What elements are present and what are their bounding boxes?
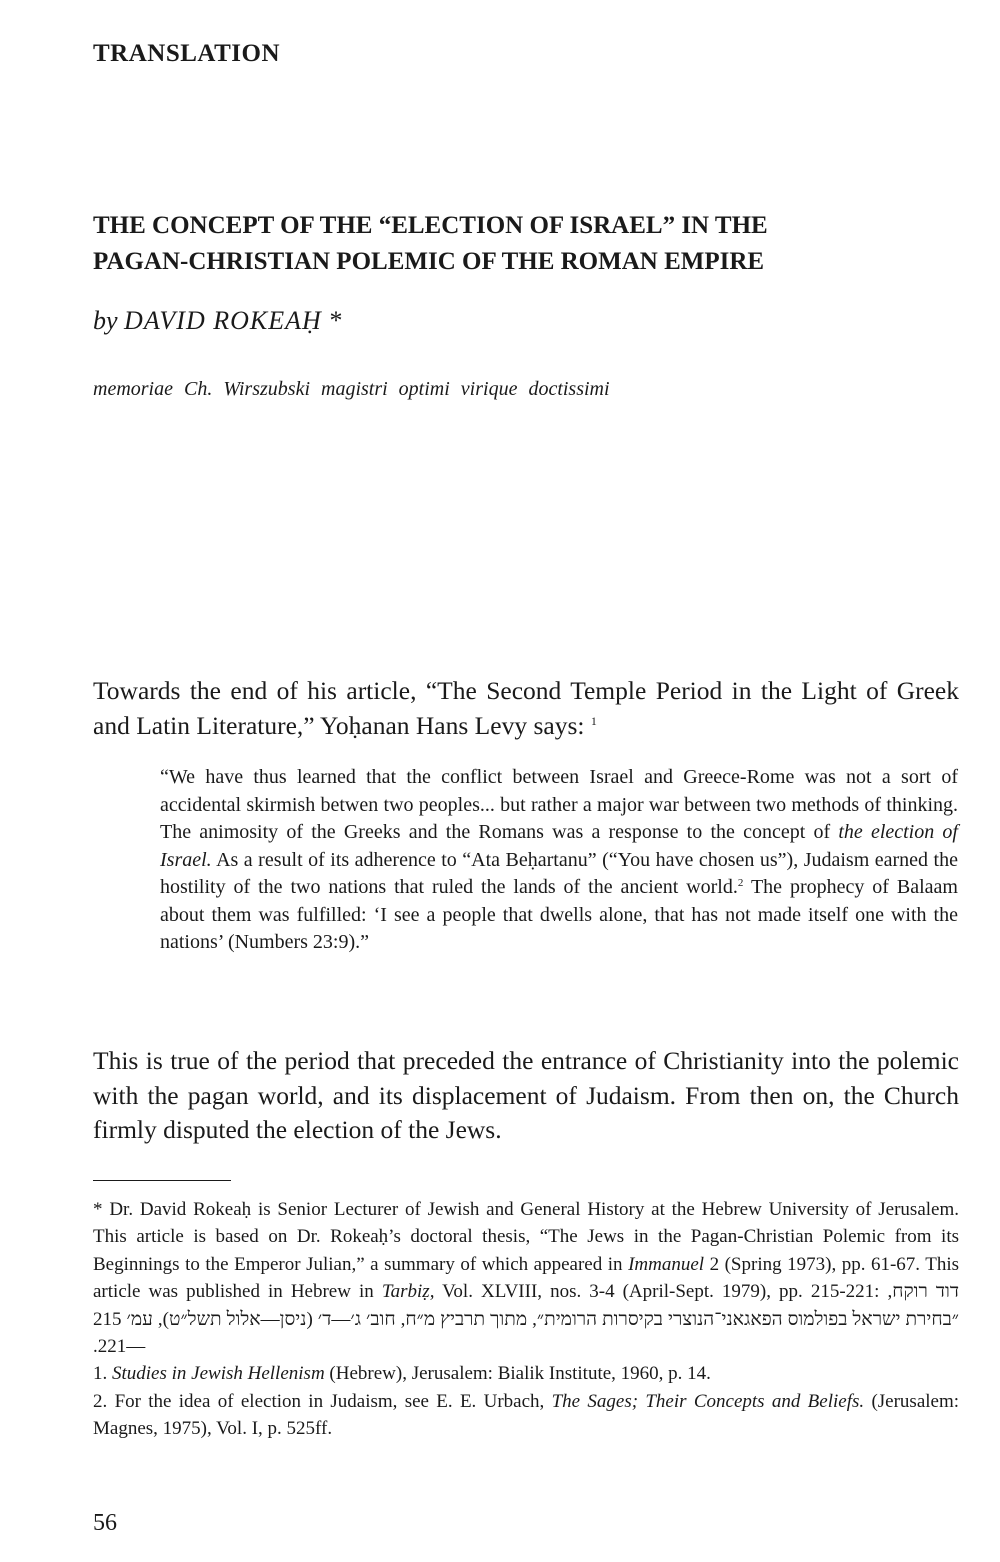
footnote-2-number: 2. xyxy=(93,1390,108,1412)
footnote-star-text-a: Dr. David Rokeaḥ is Senior Lecturer of Jewish and General History at the Hebrew University of Jerusalem. This article is based on Dr. Rokeaḥ’s doctoral thesis, “The Jews in the Pagan-Christian Polemic from its Beginnings to the Emperor Julian,” a summary of which appeared in xyxy=(93,1199,959,1275)
footnote-1 xyxy=(93,1360,959,1387)
block-quote xyxy=(160,764,958,957)
footnote-star-text-c: Vol. XLVIII, nos. 3-4 (April-Sept. 1979), pp. 215-221: xyxy=(442,1281,880,1303)
footnote-1-rest: (Hebrew), Jerusalem: Bialik Institute, 1960, p. 14. xyxy=(329,1363,711,1385)
footnotes xyxy=(93,1196,959,1443)
article-title xyxy=(93,208,959,280)
footnote-1-number: 1. xyxy=(93,1363,108,1385)
footnote-2-rest: (Jerusalem: Magnes, 1975), Vol. I, p. 525ff. xyxy=(93,1390,960,1440)
footnote-star-marker: * xyxy=(93,1199,103,1220)
title-line-2: PAGAN-CHRISTIAN POLEMIC OF THE ROMAN EMPIRE xyxy=(93,248,765,275)
page-number: 56 xyxy=(93,1510,117,1536)
journal-immanuel: Immanuel xyxy=(628,1253,705,1275)
footnote-star xyxy=(93,1196,959,1360)
footnote-2-text-a: For the idea of election in Judaism, see E. E. Urbach, xyxy=(114,1390,545,1412)
author-byline xyxy=(93,306,341,336)
footnote-star-text-b: 2 (Spring 1973), pp. 61-67. This article was published in Hebrew in xyxy=(93,1253,960,1303)
author-prefix: by xyxy=(93,306,118,335)
title-line-1: THE CONCEPT OF THE “ELECTION OF ISRAEL” IN THE xyxy=(93,212,768,239)
footnote-2 xyxy=(93,1388,959,1443)
footnote-2-title: The Sages; Their Concepts and Beliefs. xyxy=(551,1390,865,1412)
footnote-1-title: Studies in Jewish Hellenism xyxy=(112,1363,325,1385)
author-footnote-marker: * xyxy=(328,306,342,335)
hebrew-citation: דוד רוקח, ״בחירת ישראל בפולמוס הפאגאני־הנוצרי בקיסרות הרומית״, מתוך תרביץ מ״ח, חוב׳ ג׳—ד׳ (ניסן—אלול תשל״ט), עמ׳ 215—221. xyxy=(93,1281,960,1358)
author-name: DAVID ROKEAḤ xyxy=(124,306,322,335)
footnote-ref-2: 2 xyxy=(737,877,744,889)
quote-emphasis: the election of Israel. xyxy=(160,821,958,871)
section-label: TRANSLATION xyxy=(93,40,281,67)
footnote-divider xyxy=(93,1180,231,1181)
footnote-ref-1: 1 xyxy=(590,713,597,728)
dedication: memoriae Ch. Wirszubski magistri optimi virique doctissimi xyxy=(93,378,610,400)
body-paragraph-1 xyxy=(93,674,959,743)
quote-part-2: As a result of its adherence to “Ata Beḥartanu” (“You have chosen us”), Judaism earned the hostility of the two nations that ruled the lands of the ancient world. xyxy=(160,848,958,898)
body-paragraph-2: This is true of the period that preceded the entrance of Christianity into the polemic with the pagan world, and its displacement of Judaism. From then on, the Church firmly disputed the election of the Jews. xyxy=(93,1046,959,1144)
paragraph-1-text: Towards the end of his article, “The Second Temple Period in the Light of Greek and Latin Literature,” Yoḥanan Hans Levy says: xyxy=(93,676,959,740)
quote-part-1: “We have thus learned that the conflict between Israel and Greece-Rome was not a sort of accidental skirmish betwen two peoples... but rather a major war between two methods of thinking. The animosity of the Greeks and the Romans was a response to the concept of xyxy=(160,766,958,843)
journal-tarbiz: Tarbiẓ, xyxy=(381,1281,435,1303)
quote-part-3: The prophecy of Balaam about them was fulfilled: ‘I see a people that dwells alone, that has not made itself one with the nations’ (Numbers 23:9).” xyxy=(160,876,958,953)
